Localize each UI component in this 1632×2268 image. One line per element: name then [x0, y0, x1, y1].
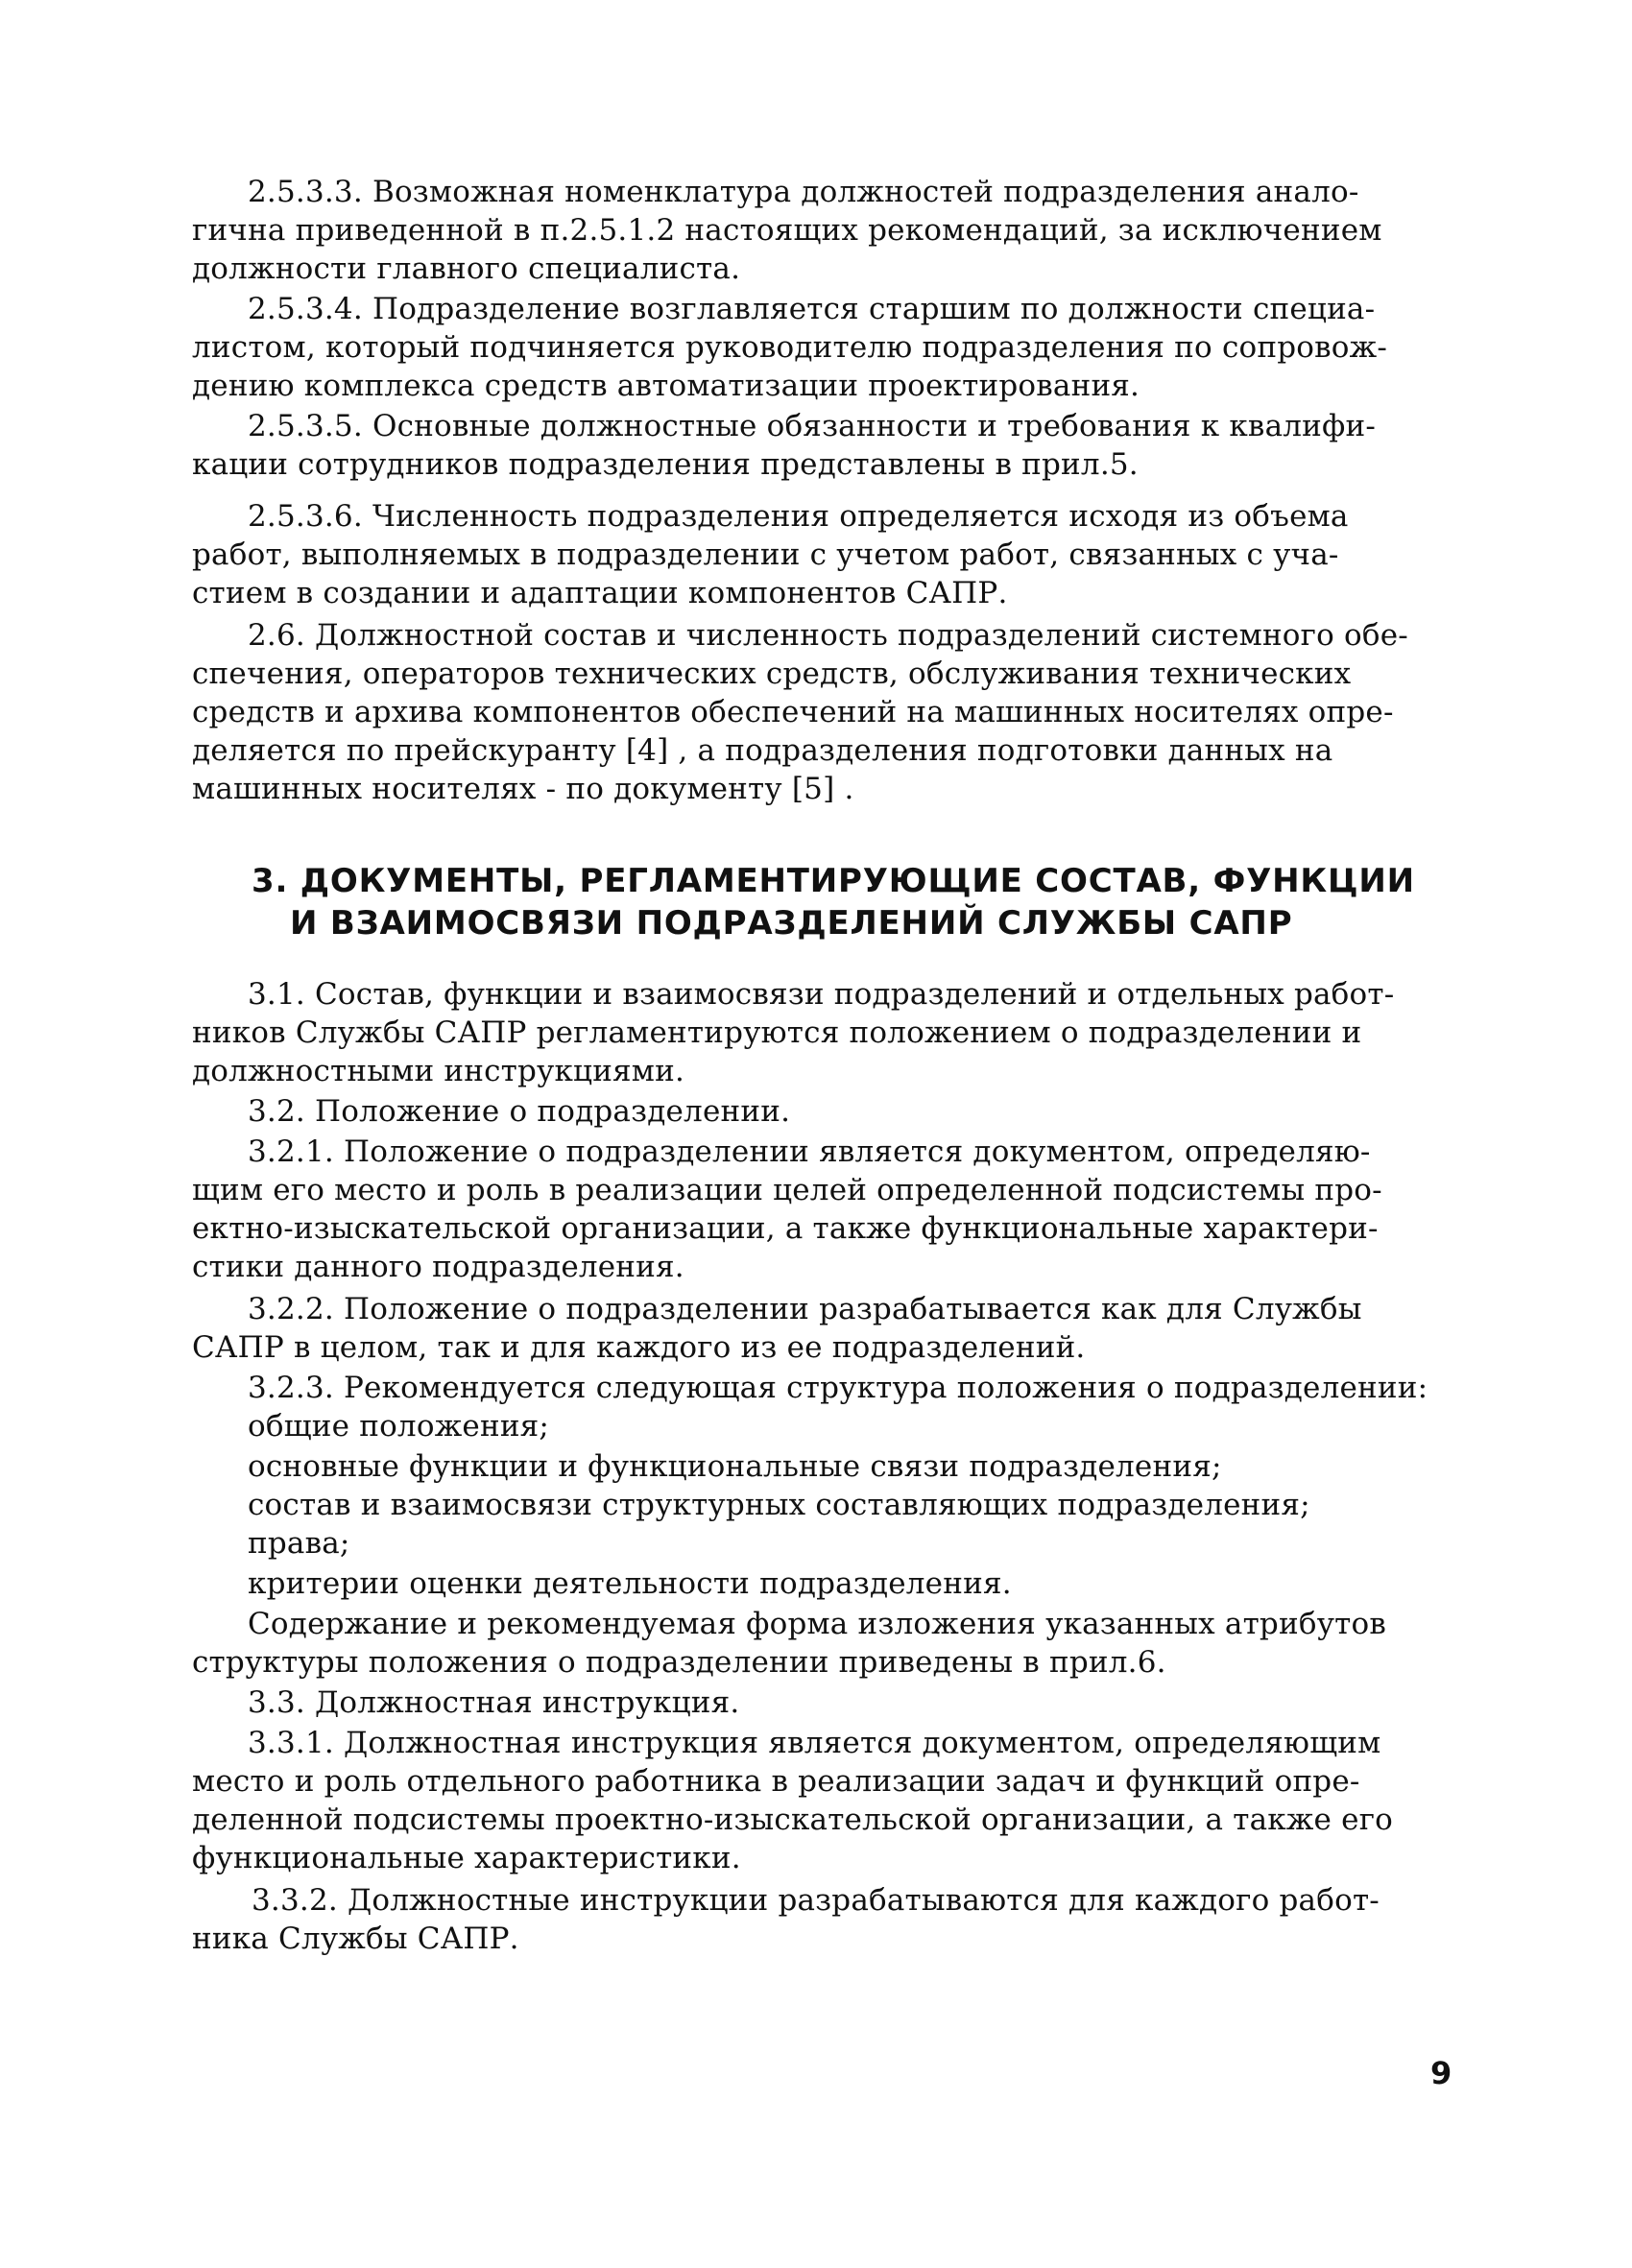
- paragraph-2-6-line-4: деляется по прейскуранту [4] , а подразделения подготовки данных на: [192, 733, 1333, 768]
- paragraph-3-2-3b-line-2: структуры положения о подразделении приведены в прил.6.: [192, 1645, 1166, 1680]
- paragraph-2-5-3-6-line-1: 2.5.3.6. Численность подразделения определяется исходя из объема: [248, 499, 1349, 534]
- list-item-main-functions: основные функции и функциональные связи подразделения;: [248, 1449, 1222, 1484]
- paragraph-2-5-3-6-line-2: работ, выполняемых в подразделении с учетом работ, связанных с уча-: [192, 537, 1339, 572]
- paragraph-2-6-line-2: спечения, операторов технических средств, обслуживания технических: [192, 657, 1352, 691]
- paragraph-3-2-3b-line-1: Содержание и рекомендуемая форма изложения указанных атрибутов: [248, 1607, 1386, 1641]
- paragraph-3-3-1-line-2: место и роль отдельного работника в реализации задач и функций опре-: [192, 1764, 1360, 1799]
- paragraph-2-5-3-6-line-3: стием в создании и адаптации компонентов САПР.: [192, 576, 1008, 610]
- paragraph-2-5-3-4-line-1: 2.5.3.4. Подразделение возглавляется старшим по должности специа-: [248, 292, 1376, 326]
- paragraph-2-5-3-4-line-2: листом, который подчиняется руководителю подразделения по сопровож-: [192, 330, 1388, 365]
- paragraph-3-2-1-line-4: стики данного подразделения.: [192, 1250, 684, 1284]
- paragraph-2-6-line-1: 2.6. Должностной состав и численность подразделений системного обе-: [248, 618, 1408, 653]
- list-item-rights: права;: [248, 1526, 350, 1561]
- paragraph-3-3-1-line-3: деленной подсистемы проектно-изыскательской организации, а также его: [192, 1802, 1394, 1837]
- paragraph-3-2-3-line-1: 3.2.3. Рекомендуется следующая структура положения о подразделении:: [248, 1371, 1428, 1405]
- section-3-heading-line-2: И ВЗАИМОСВЯЗИ ПОДРАЗДЕЛЕНИЙ СЛУЖБЫ САПР: [290, 904, 1293, 943]
- paragraph-3-2-2-line-2: САПР в целом, так и для каждого из ее подразделений.: [192, 1330, 1086, 1365]
- paragraph-2-5-3-3-line-2: гична приведенной в п.2.5.1.2 настоящих рекомендаций, за исключением: [192, 213, 1382, 248]
- paragraph-3-1-line-2: ников Службы САПР регламентируются положением о подразделении и: [192, 1015, 1362, 1050]
- paragraph-3-3-line-1: 3.3. Должностная инструкция.: [248, 1685, 740, 1720]
- paragraph-2-6-line-5: машинных носителях - по документу [5] .: [192, 772, 854, 806]
- paragraph-3-2-1-line-3: ектно-изыскательской организации, а также функциональные характери-: [192, 1211, 1379, 1246]
- list-item-general-provisions: общие положения;: [248, 1409, 550, 1444]
- paragraph-3-1-line-1: 3.1. Состав, функции и взаимосвязи подразделений и отдельных работ-: [248, 977, 1395, 1012]
- paragraph-3-1-line-3: должностными инструкциями.: [192, 1054, 685, 1088]
- paragraph-3-2-2-line-1: 3.2.2. Положение о подразделении разрабатывается как для Службы: [248, 1292, 1362, 1326]
- paragraph-2-5-3-3-line-1: 2.5.3.3. Возможная номенклатура должностей подразделения анало-: [248, 175, 1359, 209]
- paragraph-3-2-1-line-1: 3.2.1. Положение о подразделении является документом, определяю-: [248, 1134, 1371, 1169]
- paragraph-2-5-3-4-line-3: дению комплекса средств автоматизации проектирования.: [192, 369, 1140, 403]
- list-item-composition: состав и взаимосвязи структурных составляющих подразделения;: [248, 1488, 1310, 1522]
- paragraph-3-2-line-1: 3.2. Положение о подразделении.: [248, 1094, 791, 1129]
- paragraph-3-2-1-line-2: щим его место и роль в реализации целей определенной подсистемы про-: [192, 1173, 1382, 1207]
- paragraph-2-5-3-5-line-1: 2.5.3.5. Основные должностные обязанности и требования к квалифи-: [248, 409, 1377, 443]
- paragraph-3-3-1-line-1: 3.3.1. Должностная инструкция является документом, определяющим: [248, 1726, 1381, 1760]
- paragraph-2-6-line-3: средств и архива компонентов обеспечений на машинных носителях опре-: [192, 695, 1394, 729]
- paragraph-3-3-2-line-2: ника Службы САПР.: [192, 1922, 519, 1956]
- paragraph-3-3-2-line-1: 3.3.2. Должностные инструкции разрабатываются для каждого работ-: [252, 1883, 1380, 1918]
- page-number: 9: [1430, 2055, 1452, 2091]
- list-item-criteria: критерии оценки деятельности подразделения.: [248, 1566, 1012, 1601]
- paragraph-2-5-3-3-line-3: должности главного специалиста.: [192, 251, 741, 286]
- section-3-heading-line-1: 3. ДОКУМЕНТЫ, РЕГЛАМЕНТИРУЮЩИЕ СОСТАВ, ФУНКЦИИ: [252, 862, 1415, 900]
- paragraph-3-3-1-line-4: функциональные характеристики.: [192, 1841, 741, 1875]
- paragraph-2-5-3-5-line-2: кации сотрудников подразделения представлены в прил.5.: [192, 447, 1139, 482]
